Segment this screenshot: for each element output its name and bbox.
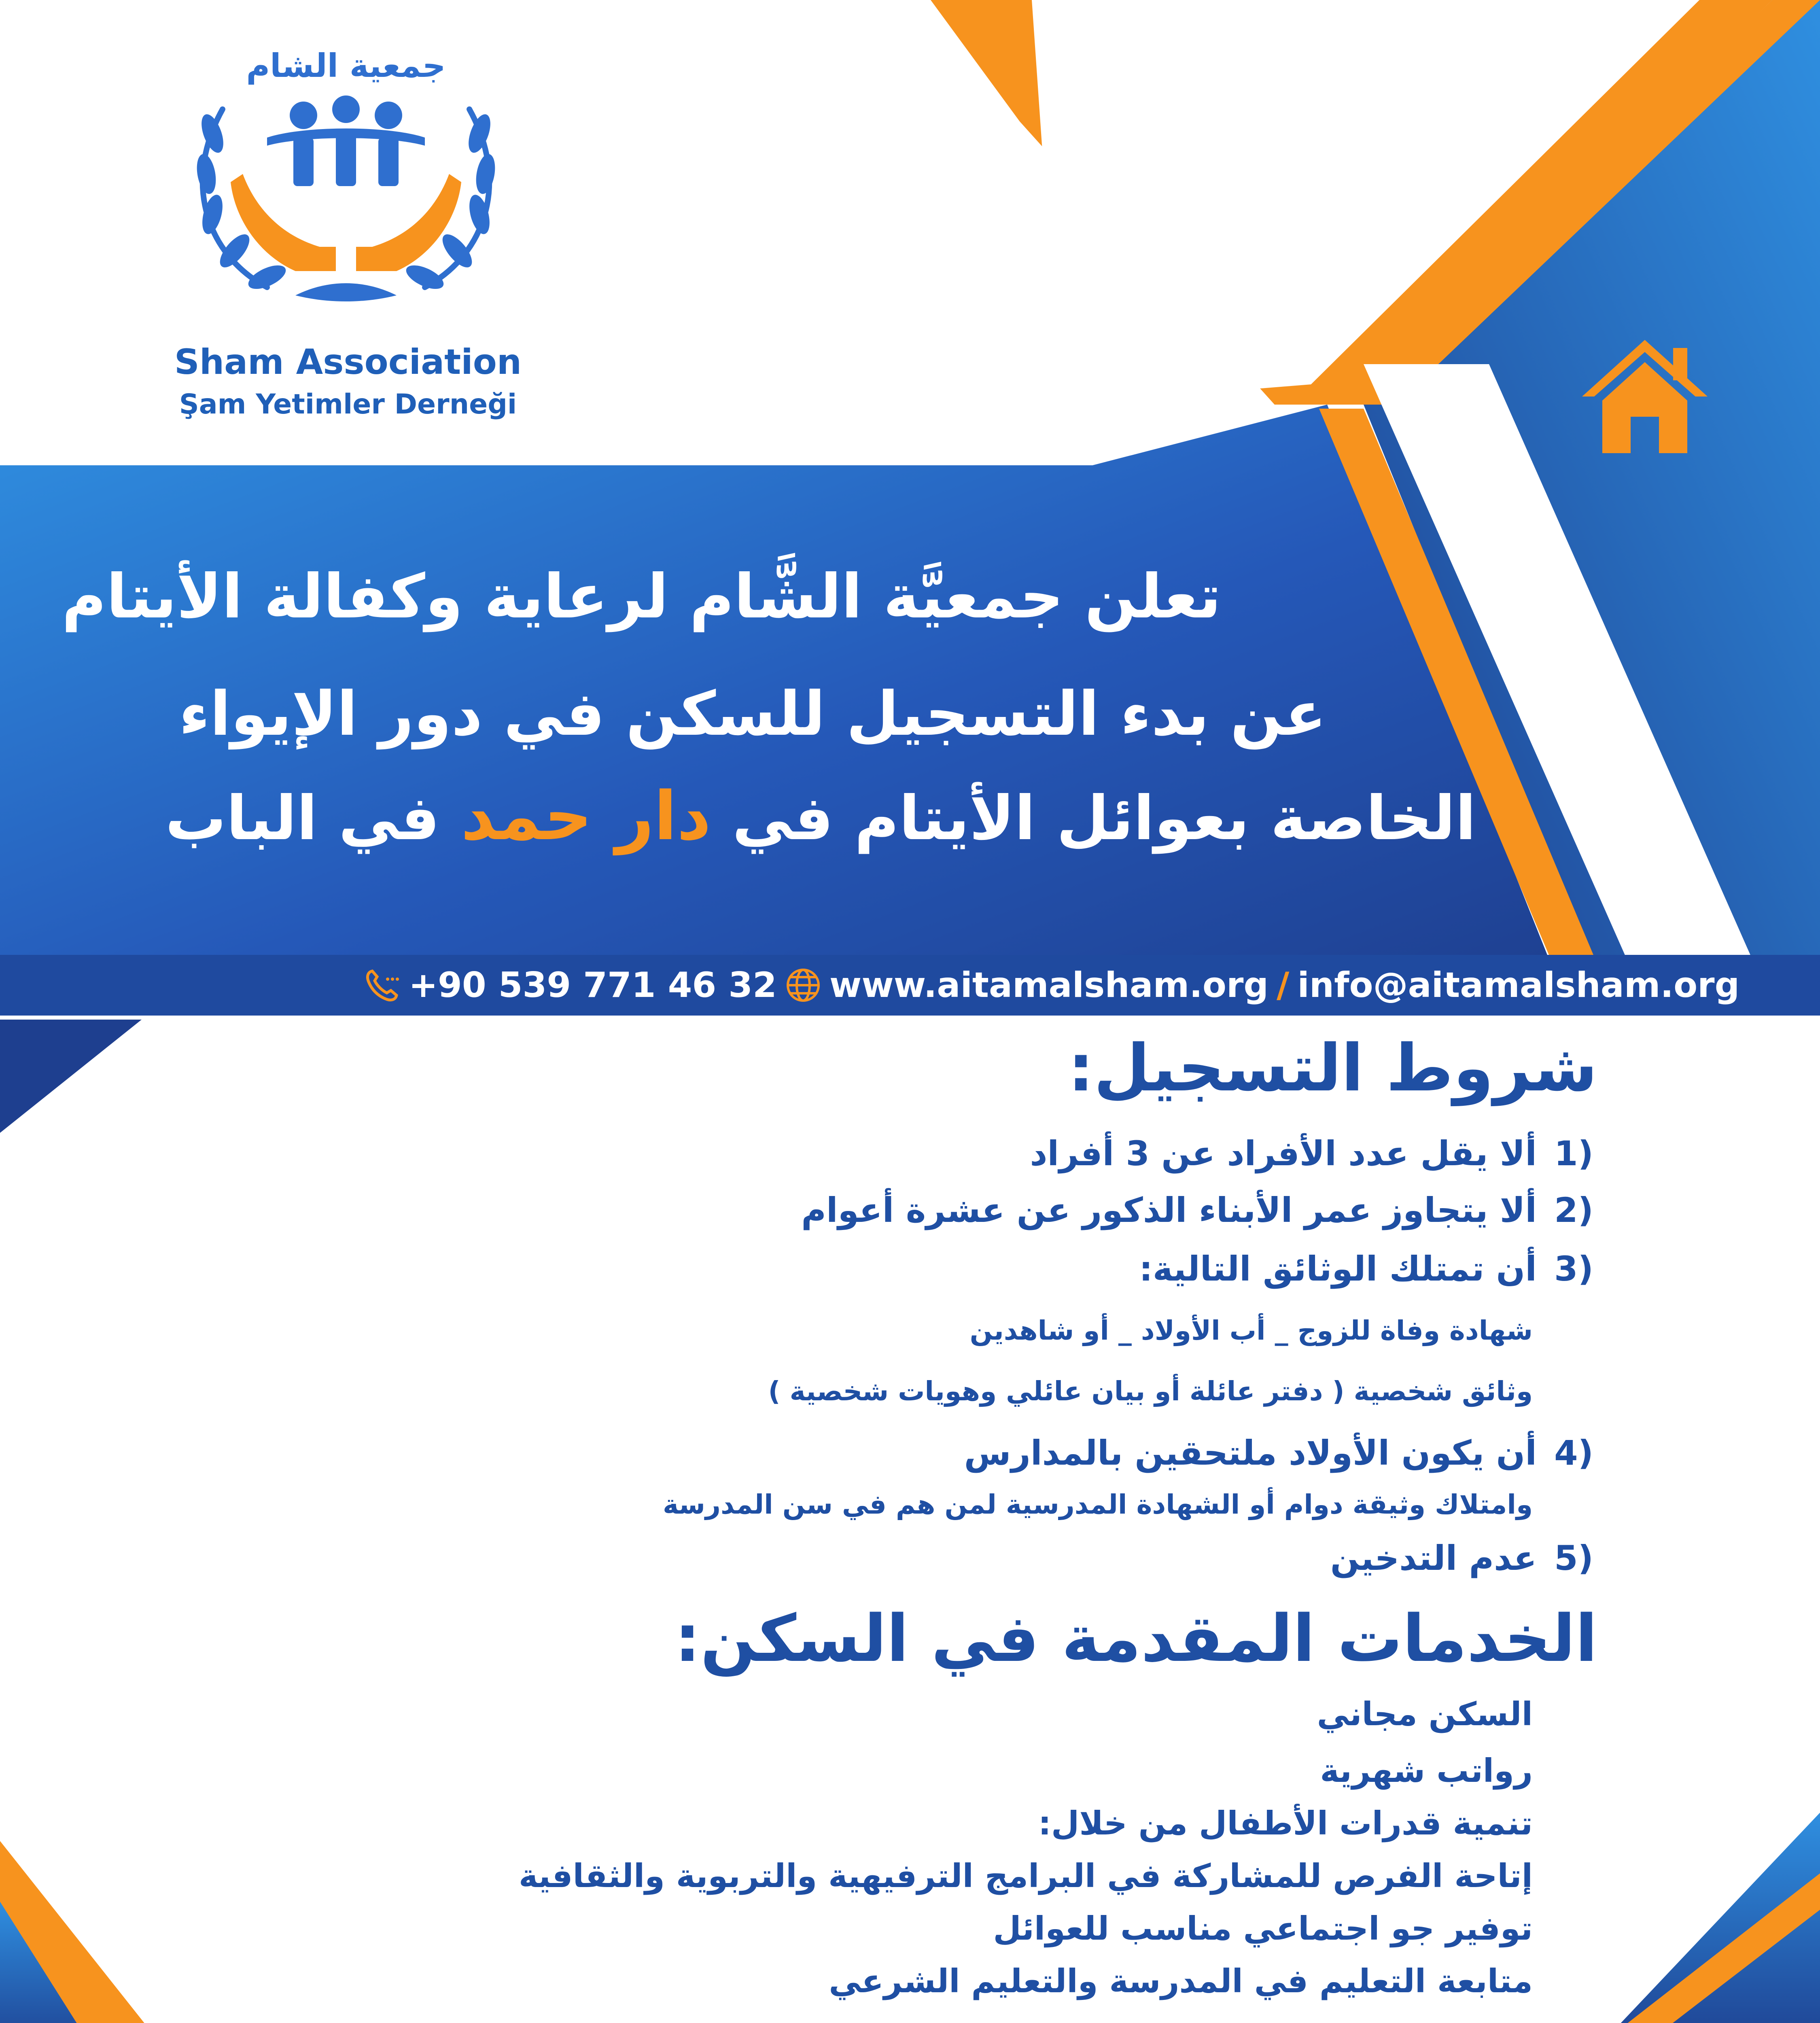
service-item: إتاحة الفرص للمشاركة في البرامج الترفيهية والتربوية والثقافية — [518, 1857, 1533, 1895]
service-item: تنمية قدرات الأطفال من خلال: — [1038, 1805, 1533, 1842]
condition-item — [964, 1434, 1593, 1472]
condition-text: ألا يتجاوز عمر الأبناء الذكور عن عشرة أعوام — [801, 1190, 1537, 1230]
services-title: الخدمات المقدمة في السكن: — [675, 1601, 1597, 1676]
condition-number: 2) — [1554, 1190, 1593, 1230]
headline-line-3-part-1: الخاصة بعوائل الأيتام في — [732, 783, 1476, 854]
logo-arabic-name: جمعية الشام — [246, 47, 446, 85]
service-item: رواتب شهرية — [1320, 1752, 1533, 1790]
school-note: وامتلاك وثيقة دوام أو الشهادة المدرسية لمن هم في سن المدرسة — [663, 1489, 1533, 1520]
contact-email[interactable]: info@aitamalsham.org — [1297, 965, 1740, 1005]
contact-website[interactable]: www.aitamalsham.org — [829, 965, 1268, 1005]
service-item: توفير جو اجتماعي مناسب للعوائل — [993, 1910, 1533, 1947]
white-diagonal-left — [0, 1020, 142, 1133]
condition-number: 3) — [1554, 1249, 1593, 1289]
condition-number: 4) — [1554, 1433, 1593, 1473]
condition-number: 5) — [1554, 1538, 1593, 1578]
document-item: وثائق شخصية ( دفتر عائلة أو بيان عائلي وهويات شخصية ) — [768, 1376, 1533, 1407]
phone-icon — [364, 967, 401, 1003]
condition-number: 1) — [1554, 1134, 1593, 1173]
condition-item — [1330, 1540, 1593, 1577]
contact-phone[interactable]: +90 539 771 46 32 — [409, 965, 777, 1005]
condition-item — [1139, 1250, 1593, 1287]
contact-separator: / — [1276, 965, 1290, 1005]
condition-text: ألا يقل عدد الأفراد عن 3 أفراد — [1030, 1134, 1537, 1173]
headline-line-1: تعلن جمعيَّة الشَّام لرعاية وكفالة الأيتام — [62, 562, 1221, 632]
condition-text: عدم التدخين — [1330, 1538, 1537, 1578]
document-item: شهادة وفاة للزوج _ أب الأولاد _ أو شاهدين — [969, 1315, 1533, 1346]
contact-row — [356, 963, 1739, 1007]
headline-line-3 — [165, 777, 1476, 855]
sham-association-logo — [174, 28, 518, 320]
logo-english-name: Sham Association — [174, 342, 522, 382]
service-item: متابعة التعليم في المدرسة والتعليم الشرعي — [829, 1962, 1533, 2000]
headline-line-3-part-2: في الباب — [165, 783, 440, 854]
condition-item — [801, 1192, 1593, 1229]
conditions-title: شروط التسجيل: — [1068, 1030, 1597, 1106]
condition-item — [1030, 1135, 1593, 1172]
house-icon — [1578, 336, 1712, 457]
headline-line-2: عن بدء التسجيل للسكن في دور الإيواء — [179, 679, 1326, 749]
headline-accent-dar-hamad: دار حمد — [460, 777, 711, 855]
globe-icon — [785, 967, 821, 1003]
condition-text: أن يكون الأولاد ملتحقين بالمدارس — [964, 1433, 1537, 1473]
service-item: السكن مجاني — [1317, 1695, 1533, 1733]
condition-text: أن تمتلك الوثائق التالية: — [1139, 1249, 1537, 1289]
logo-turkish-name: Şam Yetimler Derneği — [179, 388, 517, 420]
